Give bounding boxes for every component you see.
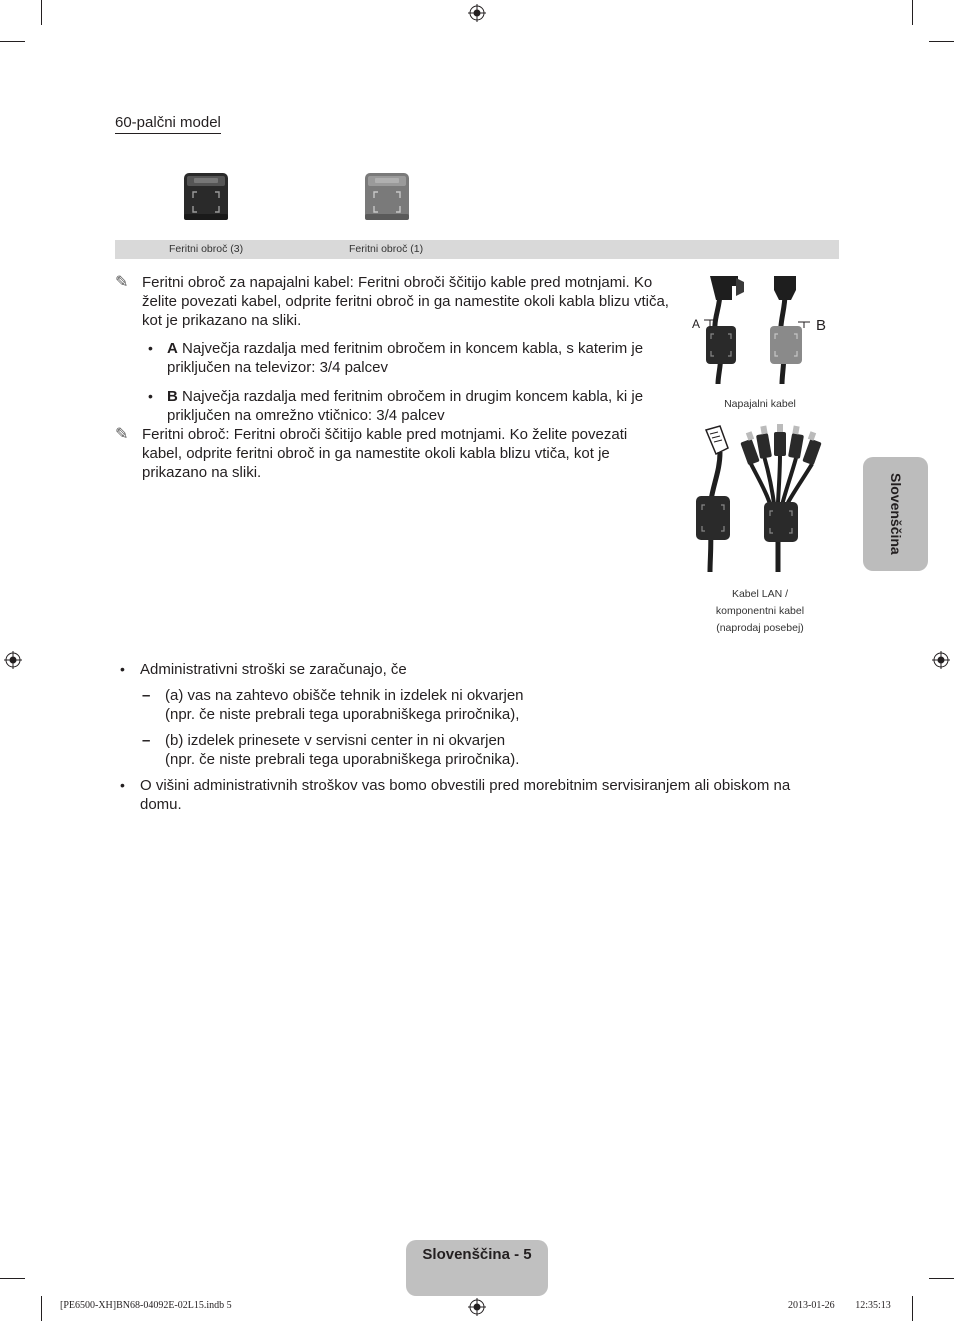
bullet-marker: B (167, 388, 178, 405)
figure-caption (690, 586, 830, 637)
list-item (165, 731, 805, 769)
print-file-info: [PE6500-XH]BN68-04092E-02L15.indb 5 (60, 1300, 232, 1311)
part-label: Feritni obroč (3) (169, 243, 244, 255)
list-item-line: (b) izdelek prinesete v servisni center in ni okvarjen (165, 732, 506, 749)
bullet-icon: • (148, 388, 153, 404)
registration-mark-icon (932, 651, 950, 669)
label-a: A (692, 317, 701, 331)
bullet-icon: • (148, 340, 153, 356)
crop-mark (929, 1278, 954, 1279)
side-tab-label: Slovenščina (888, 473, 904, 555)
crop-mark (929, 41, 954, 42)
pencil-note-icon: ✎ (115, 426, 129, 443)
registration-mark-icon (4, 651, 22, 669)
note-text: Feritni obroč za napajalni kabel: Feritni obroči ščitijo kable pred motnjami. Ko želite povezati kabel, odprite feritni obroč in ga namestite okoli kabla blizu vtiča, kot je prikazano na sliki. (142, 274, 669, 329)
crop-mark (41, 1296, 42, 1321)
registration-mark-icon (468, 1298, 486, 1316)
pencil-note-icon: ✎ (115, 274, 129, 291)
crop-mark (0, 1278, 25, 1279)
caption-line: komponentni kabel (715, 605, 805, 617)
list-item-line: (npr. če niste prebrali tega uporabniškega priročnika), (165, 706, 520, 723)
print-date-info: 2013-01-26 ￿￿ 12:35:13 (788, 1300, 891, 1311)
figure-caption: Napajalni kabel (724, 398, 796, 410)
bullet-text: Največja razdalja med feritnim obročem in koncem kabla, s katerim je priključen na televizor: 3/4 palcev (167, 340, 644, 376)
page-number: Slovenščina - 5 (422, 1246, 532, 1263)
list-item (167, 339, 667, 377)
page-number-tab (406, 1240, 548, 1296)
list-item-line: (npr. če niste prebrali tega uporabniškega priročnika). (165, 751, 520, 768)
bullet-icon: • (120, 661, 125, 677)
caption-line: (naprodaj posebej) (716, 622, 804, 634)
dash-icon: – (142, 687, 151, 704)
crop-mark (0, 41, 25, 42)
list-item: Administrativni stroški se zaračunajo, če (140, 661, 407, 678)
ferrite-core-gray-icon (363, 170, 411, 222)
list-item-line: (a) vas na zahtevo obišče tehnik in izdelek ni okvarjen (165, 687, 524, 704)
label-b: B (816, 317, 827, 334)
language-side-tab (863, 457, 928, 571)
note-text: Feritni obroč: Feritni obroči ščitijo kable pred motnjami. Ko želite povezati kabel, odprite feritni obroč in ga namestite okoli kabla blizu vtiča, kot je prikazano na sliki. (142, 426, 628, 481)
list-item: O višini administrativnih stroškov vas bomo obvestili pred morebitnim servisiranjem ali obiskom na domu. (140, 777, 791, 813)
caption-line: Kabel LAN / (731, 588, 789, 600)
registration-mark-icon (468, 4, 486, 22)
list-item (165, 686, 805, 724)
lan-component-cable-illustration (690, 422, 830, 572)
part-label: Feritni obroč (1) (349, 243, 424, 255)
power-cable-illustration (690, 272, 830, 384)
bullet-icon: • (120, 777, 125, 793)
crop-mark (912, 0, 913, 25)
crop-mark (41, 0, 42, 25)
bullet-marker: A (167, 340, 178, 357)
ferrite-core-dark-icon (182, 170, 230, 222)
dash-icon: – (142, 732, 151, 749)
parts-label-bar (115, 240, 839, 259)
section-title: 60-palčni model (115, 114, 221, 134)
bullet-text: Največja razdalja med feritnim obročem in drugim koncem kabla, ki je priključen na omrežno vtičnico: 3/4 palcev (167, 388, 644, 424)
list-item (167, 387, 667, 425)
crop-mark (912, 1296, 913, 1321)
